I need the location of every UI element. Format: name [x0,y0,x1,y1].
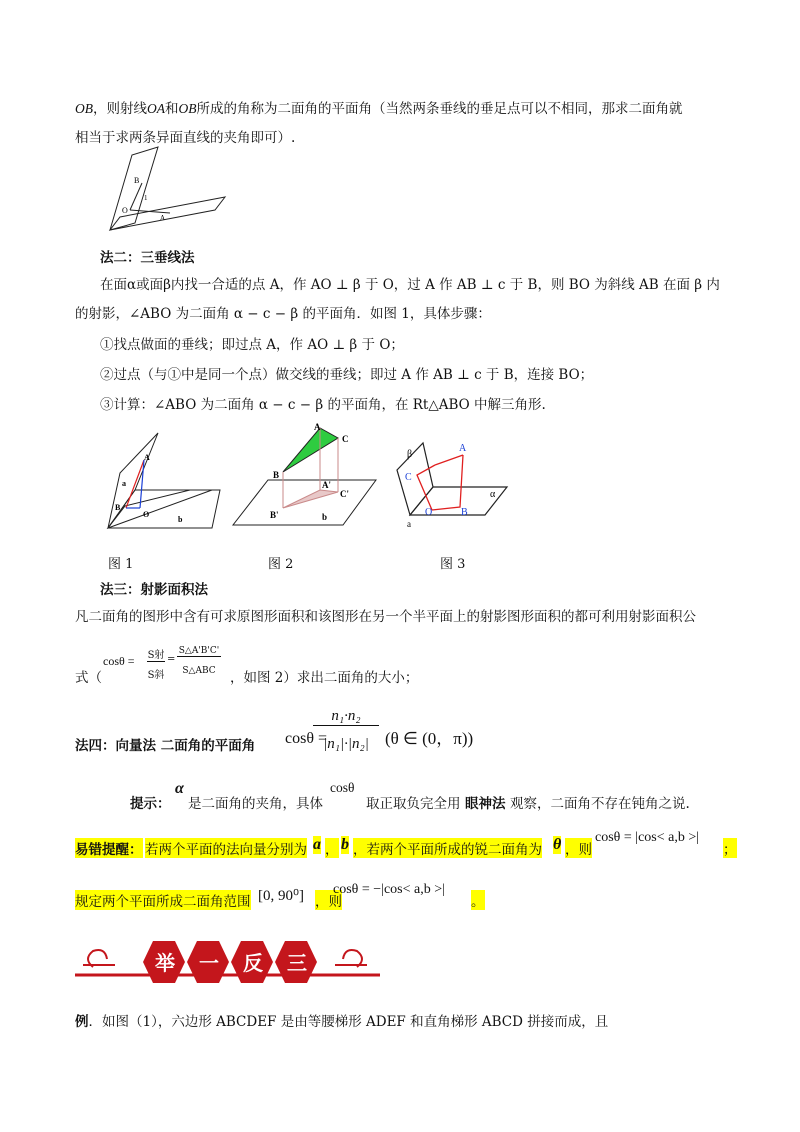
method4-title: 法四：向量法 二面角的平面角 [75,738,256,754]
warning-formula-2: cosθ = −|cos< a,b >| [333,882,445,897]
warning-label: 易错提醒： [75,838,143,858]
fig2-label-a: A [314,422,321,432]
banner-char-3: 反 [243,951,263,975]
fig2-label-c-prime: C' [340,489,349,499]
method3-para-1: 凡二面角的图形中含有可求原图形面积和该图形在另一个半平面上的射影图形面积的都可利用射影面积公 [75,609,696,625]
intro-text: ，则射线 [93,101,147,117]
banner-char-4: 三 [287,951,307,975]
method3-prefix: 式（ [75,670,102,686]
example-text: ．如图（1），六边形 ABCDEF 是由等腰梯形 ADEF 和直角梯形 ABCD 拼接而成，且 [88,1014,609,1030]
hint-cos: cosθ [330,780,355,795]
intro-ob2: OB [178,101,197,116]
intro-text: 所成的角称为二面角的平面角（当然两条垂线的垂足点可以不相同，那求二面角就 [196,101,683,117]
fig0-label-o: O [122,206,128,215]
method4-range: (θ ∈ (0，π)) [385,729,474,748]
fig3-label-b: B [461,507,468,518]
fig3-label-a-lower: a [407,519,411,529]
method3-s-she: S射 [147,646,165,662]
hint-text-3: 观察，二面角不存在钝角之说. [510,796,690,812]
method2-para-1: 在面α或面β内找一合适的点 A，作 AO ⊥ β 于 O，过 A 作 AB ⊥ c 于 B，则 BO 为斜线 AB 在面 β 内 [100,277,720,293]
intro-line-2: 相当于求两条异面直线的夹角即可）. [75,130,296,146]
fig3-label-alpha: α [490,489,496,500]
method3-suffix: ，如图 2）求出二面角的大小； [230,670,419,686]
fig1-label-a-lower: a [122,479,126,488]
method2-step-3: ③计算：∠ABO 为二面角 α − c − β 的平面角，在 Rt△ABO 中解三角形. [100,397,546,413]
fig2-label-b: B [273,470,280,480]
method3-s-xie: S斜 [147,670,165,681]
method3-s-top: S△A'B'C' [178,646,220,656]
method3-title: 法三：射影面积法 [100,582,208,598]
warning-vector-a: a [313,836,321,853]
method4-cos: cosθ = [285,730,328,747]
intro-line-1 [75,97,683,117]
method3-s-bot: S△ABC [182,666,216,676]
banner-char-2: 一 [199,951,219,975]
figure-1-diagram [100,428,225,538]
method4-line [75,700,575,770]
hint-bold: 眼神法 [465,796,506,812]
figure-2-diagram [228,420,378,535]
method2-para-2: 的射影，∠ABO 为二面角 α − c − β 的平面角．如图 1，具体步骤： [75,306,491,322]
fig0-label-1: 1 [144,194,148,202]
fig1-label-o: O [143,510,150,519]
fig1-label-b: B [115,503,121,512]
warning-end-2: 。 [471,890,485,910]
warning-text-1: 若两个平面的法向量分别为 [145,838,307,858]
fig2-label-b-lower: b [322,512,328,522]
example-label: 例 [75,1014,89,1030]
warning-sep: ， [325,838,339,858]
fig3-label-o: O [425,507,433,518]
method2-step-1: ①找点做面的垂线；即过点 A，作 AO ⊥ β 于 O； [100,337,404,353]
fig3-label-a: A [459,443,467,454]
figure-3-diagram [395,435,515,530]
method3-eq: = [167,654,176,665]
example-line [75,1010,608,1030]
fig3-label-beta: β [407,449,413,460]
warning-formula: cosθ = |cos< a,b >| [595,830,700,845]
fig1-label-b-lower: b [178,515,183,524]
warning-text-2: ，若两个平面所成的锐二面角为 [353,838,542,858]
method3-cos: cosθ = [103,654,135,668]
warning-text-3: ，则 [565,838,592,858]
figure-1-caption: 图 1 [108,557,134,572]
warning-text-4: 规定两个平面所成二面角范围 [75,890,251,910]
fig0-label-b: B [134,176,140,185]
warning-line-2 [75,880,755,912]
hint-label: 提示： [130,796,171,812]
method4-numerator: n₁·n₂ [313,708,379,726]
method2-title: 法二：三垂线法 [100,250,195,266]
fig3-label-c: C [405,472,412,483]
fig0-label-a: A [160,214,166,222]
banner-char-1: 举 [155,951,175,975]
method2-step-2: ②过点（与①中是同一个点）做交线的垂线；即过 A 作 AB ⊥ c 于 B，连接 BO； [100,367,594,383]
intro-text: 和 [165,101,179,117]
fig1-label-a: A [144,453,150,462]
hint-text-1: 是二面角的夹角，具体 [188,796,323,812]
warning-text-5: ，则 [315,890,342,910]
figure-3-caption: 图 3 [440,557,466,572]
hint-text-2: 取正取负完全用 [366,796,461,812]
hint-alpha: α [175,780,184,797]
fig2-label-a-prime: A' [322,480,331,490]
fig2-label-b-prime: B' [270,510,279,520]
hint-line [130,780,730,810]
intro-oa: OA [147,101,165,116]
warning-theta: θ [553,836,562,853]
warning-line-1 [75,828,755,860]
dihedral-figure-0 [100,145,230,235]
figure-2-caption: 图 2 [268,557,294,572]
warning-range: [0, 90⁰] [258,888,305,904]
method4-denominator: |n₁|·|n₂| [323,736,369,752]
intro-ob: OB [75,101,93,116]
warning-vector-b: b [341,836,349,853]
method3-formula-line [75,640,775,690]
warning-end: ； [723,838,737,858]
fig2-label-c: C [342,434,349,444]
